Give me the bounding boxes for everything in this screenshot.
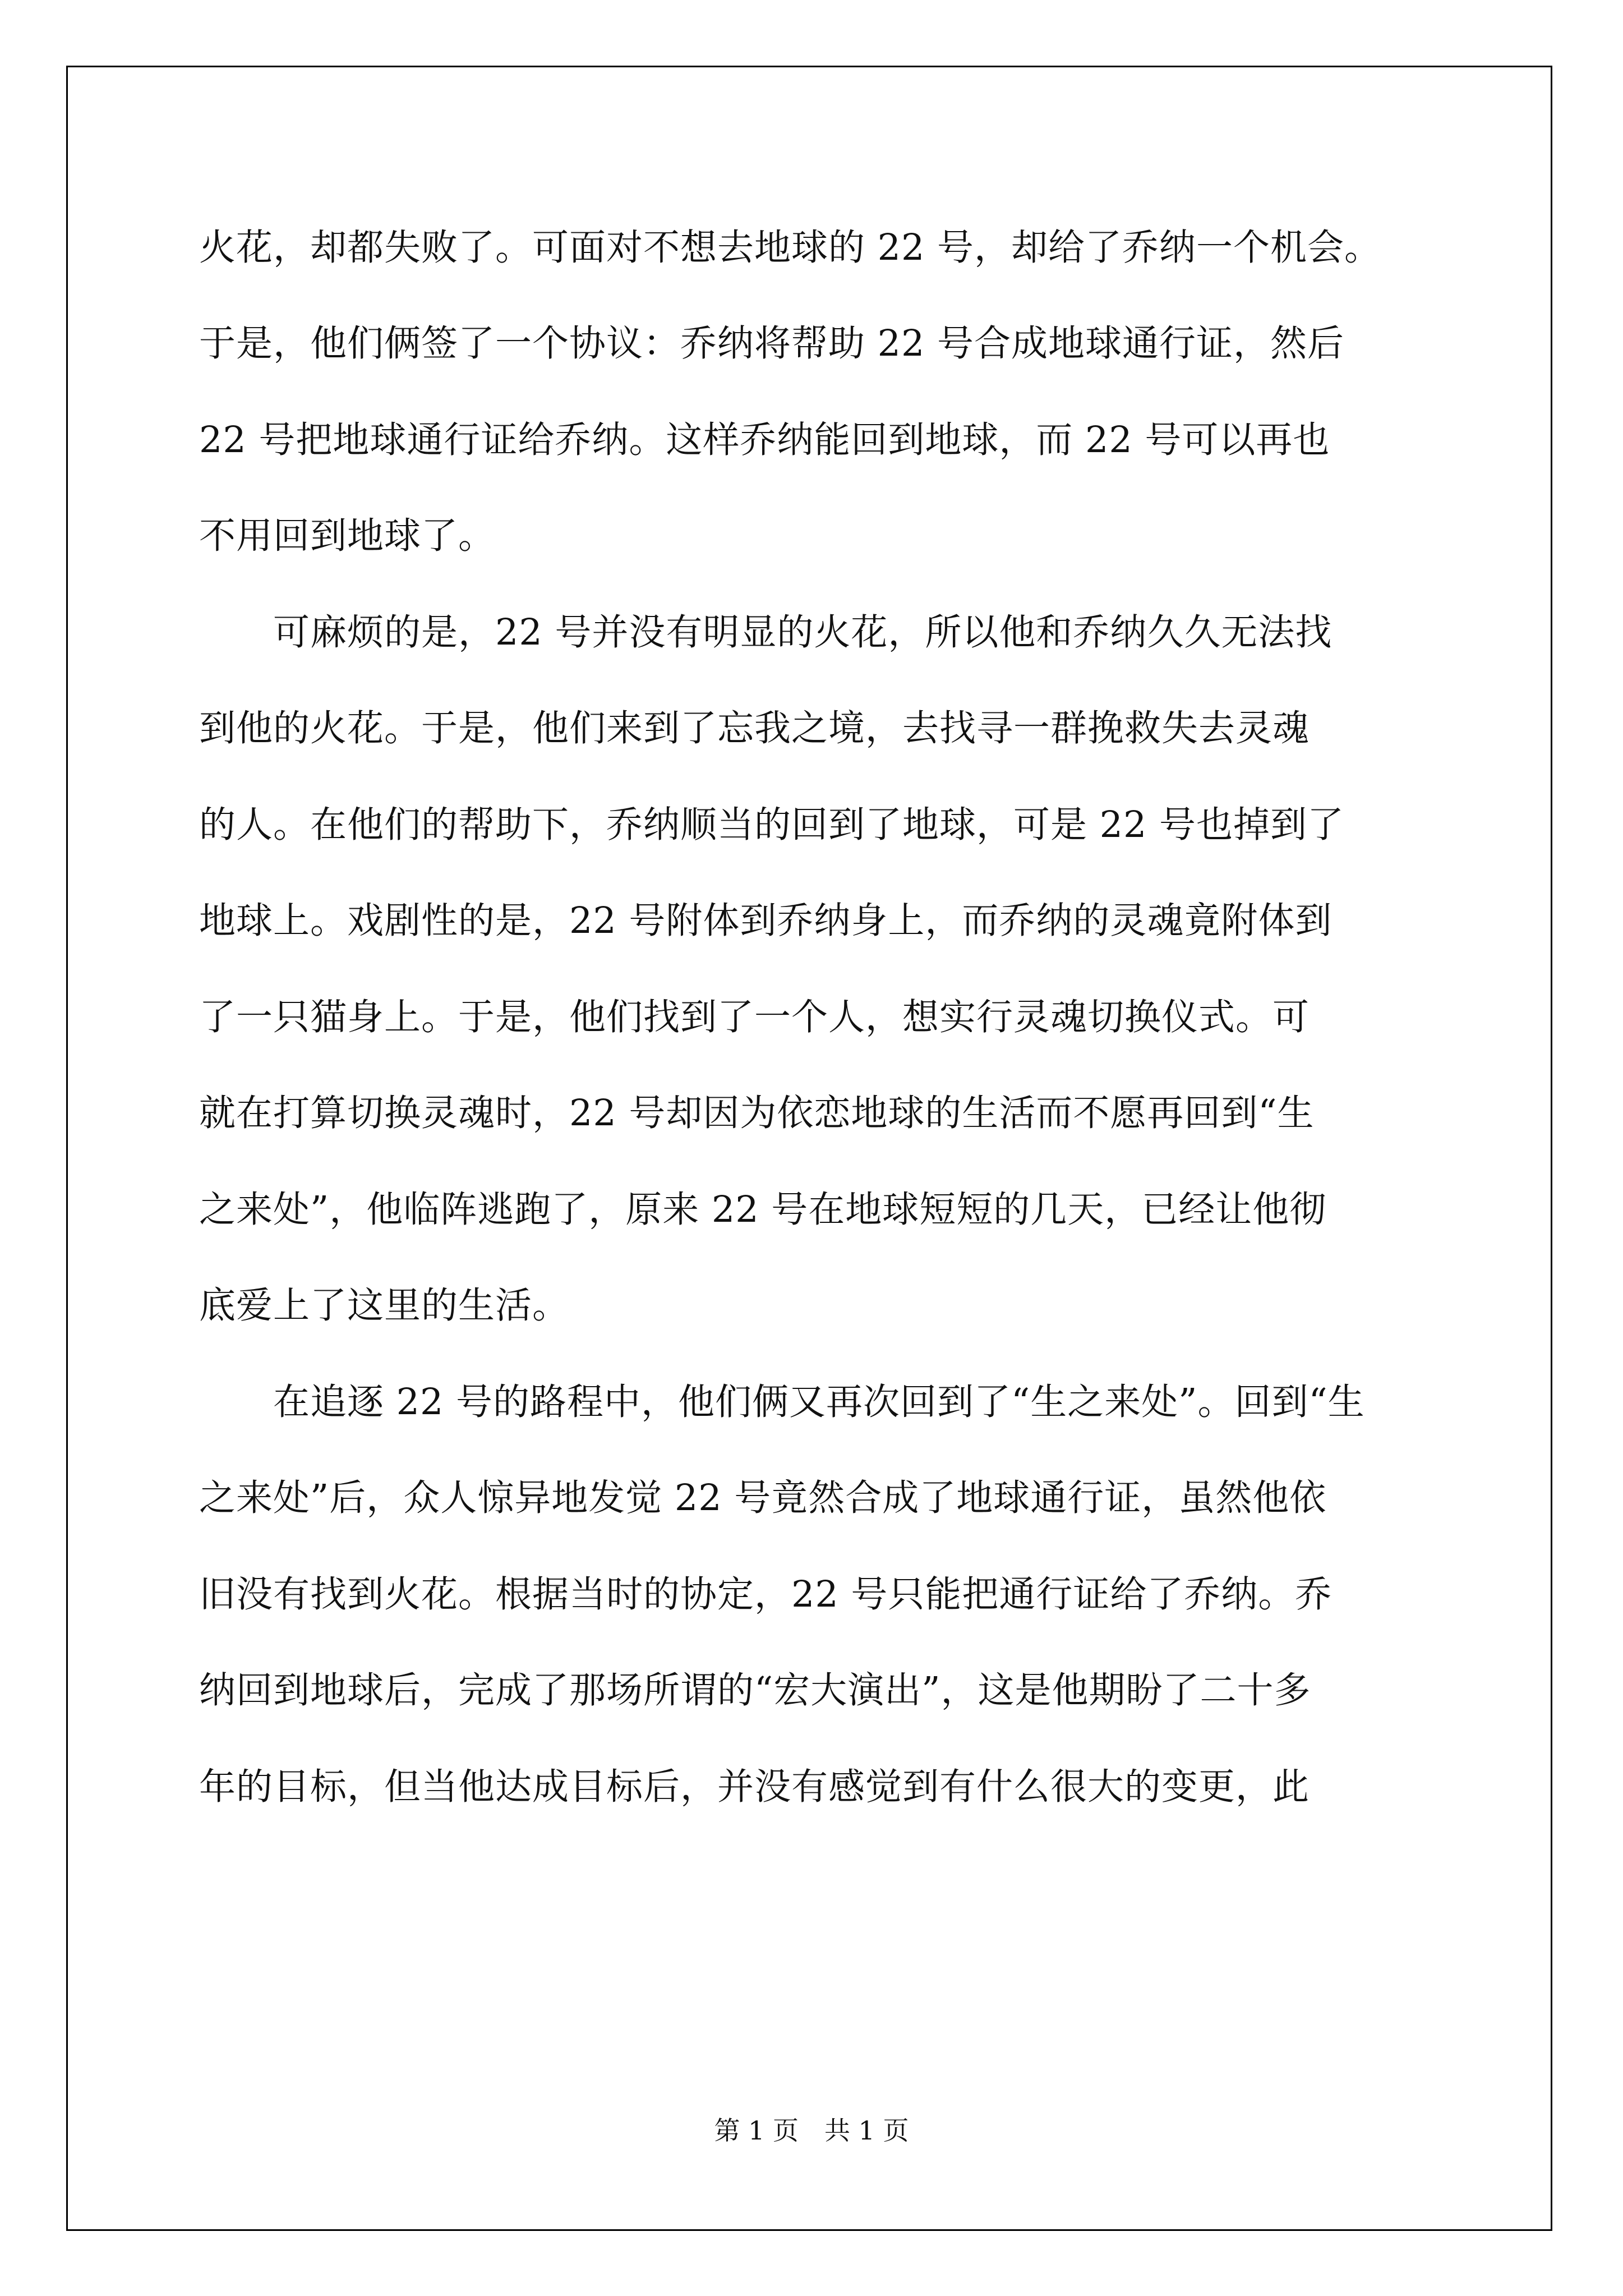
text-line-12: 底爱上了这里的生活。 — [199, 1285, 570, 1327]
text-line-6: 到他的火花。于是，他们来到了忘我之境，去找寻一群挽救失去灵魂 — [199, 707, 1310, 749]
text-line-1: 火花，却都失败了。可面对不想去地球的 22 号，却给了乔纳一个机会。 — [199, 227, 1382, 269]
text-line-11: 之来处”，他临阵逃跑了，原来 22 号在地球短短的几天，已经让他彻 — [199, 1189, 1327, 1231]
text-line-10: 就在打算切换灵魂时，22 号却因为依恋地球的生活而不愿再回到“生 — [199, 1092, 1315, 1134]
page-border — [66, 66, 1552, 2231]
text-line-7: 的人。在他们的帮助下，乔纳顺当的回到了地球，可是 22 号也掉到了 — [199, 804, 1345, 846]
text-line-9: 了一只猫身上。于是，他们找到了一个人，想实行灵魂切换仪式。可 — [199, 996, 1310, 1038]
text-line-8: 地球上。戏剧性的是，22 号附体到乔纳身上，而乔纳的灵魂竟附体到 — [199, 900, 1332, 942]
text-line-5: 可麻烦的是，22 号并没有明显的火花，所以他和乔纳久久无法找 — [199, 611, 1332, 654]
text-line-14: 之来处”后，众人惊异地发觉 22 号竟然合成了地球通行证，虽然他依 — [199, 1477, 1327, 1519]
text-line-2: 于是，他们俩签了一个协议：乔纳将帮助 22 号合成地球通行证，然后 — [199, 323, 1345, 365]
text-line-13: 在追逐 22 号的路程中，他们俩又再次回到了“生之来处”。回到“生 — [199, 1381, 1365, 1423]
text-line-17: 年的目标，但当他达成目标后，并没有感觉到有什么很大的变更，此 — [199, 1766, 1310, 1808]
page-footer: 第 1 页 共 1 页 — [714, 2115, 909, 2146]
text-line-16: 纳回到地球后，完成了那场所谓的“宏大演出”，这是他期盼了二十多 — [199, 1669, 1311, 1711]
text-line-15: 旧没有找到火花。根据当时的协定，22 号只能把通行证给了乔纳。乔 — [199, 1573, 1332, 1616]
text-line-3: 22 号把地球通行证给乔纳。这样乔纳能回到地球，而 22 号可以再也 — [199, 419, 1330, 461]
text-line-4: 不用回到地球了。 — [199, 515, 496, 557]
